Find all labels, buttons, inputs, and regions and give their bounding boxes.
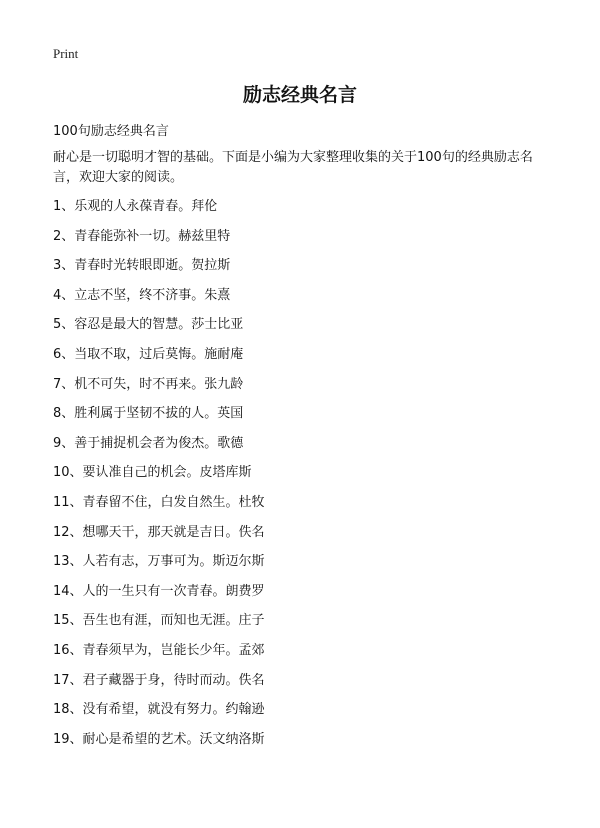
quote-item: 18、没有希望，就没有努力。约翰逊 — [53, 702, 265, 718]
quote-item: 9、善于捕捉机会者为俊杰。歌德 — [53, 435, 244, 451]
page-title: 励志经典名言 — [242, 84, 357, 106]
quote-item: 14、人的一生只有一次青春。朗费罗 — [53, 583, 265, 599]
quote-item: 11、青春留不住，白发自然生。杜牧 — [53, 494, 265, 510]
quote-item: 1、乐观的人永葆青春。拜伦 — [53, 199, 218, 214]
quote-item: 13、人若有志，万事可为。斯迈尔斯 — [53, 554, 265, 570]
quote-item: 2、青春能弥补一切。赫兹里特 — [53, 228, 231, 244]
quote-item: 17、君子藏器于身，待时而动。佚名 — [53, 672, 265, 688]
quote-item: 16、青春须早为，岂能长少年。孟郊 — [53, 642, 265, 658]
quote-item: 3、青春时光转眼即逝。贺拉斯 — [53, 258, 231, 274]
quote-item: 12、想哪天干，那天就是吉日。佚名 — [53, 524, 265, 540]
quote-item: 19、耐心是希望的艺术。沃文纳洛斯 — [53, 731, 265, 747]
quote-item: 5、容忍是最大的智慧。莎士比亚 — [53, 317, 244, 333]
quote-item: 7、机不可失，时不再来。张九龄 — [53, 376, 244, 392]
quote-item: 6、当取不取，过后莫悔。施耐庵 — [53, 346, 244, 362]
document-subtitle: 100句励志经典名言 — [53, 124, 169, 139]
print-link[interactable]: Print — [53, 46, 79, 61]
quote-item: 8、胜利属于坚韧不拔的人。英国 — [53, 406, 244, 422]
quote-list — [53, 199, 265, 761]
intro-paragraph: 耐心是一切聪明才智的基础。下面是小编为大家整理收集的关于100句的经典励志名言，欢迎大家的阅读。 — [53, 150, 533, 185]
quote-item: 15、吾生也有涯，而知也无涯。庄子 — [53, 613, 265, 629]
quote-item: 10、要认准自己的机会。皮塔库斯 — [53, 465, 252, 481]
quote-item: 4、立志不坚，终不济事。朱熹 — [53, 287, 231, 303]
